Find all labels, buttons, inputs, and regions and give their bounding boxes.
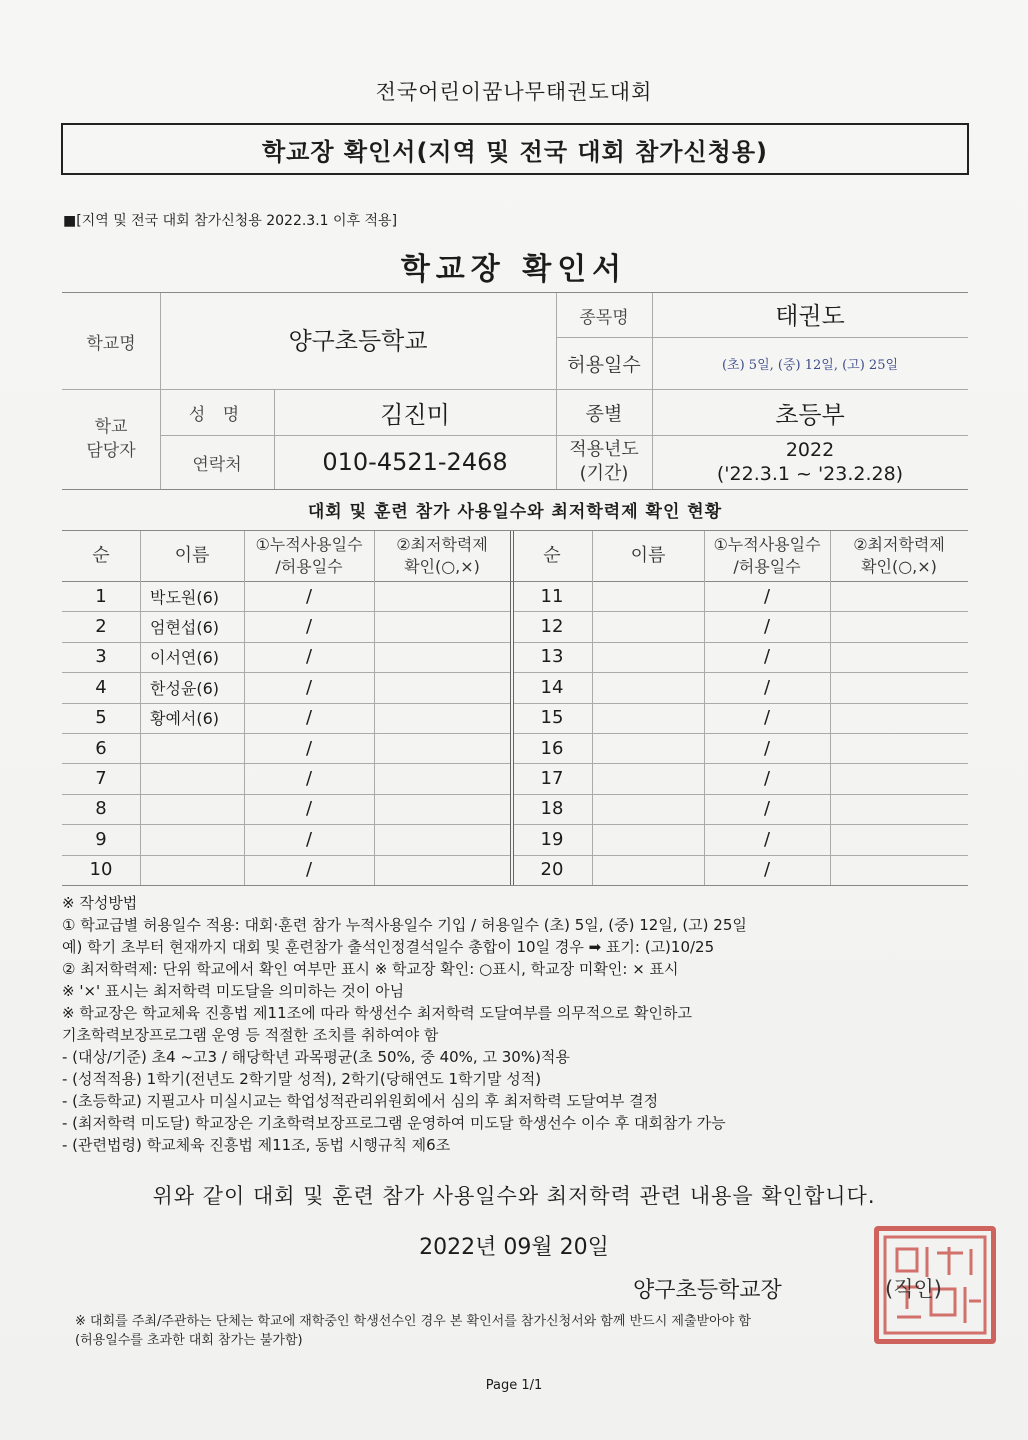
year-period-cell <box>652 435 968 489</box>
row-number: 17 <box>540 768 564 790</box>
divider <box>704 531 705 885</box>
divider <box>160 435 968 436</box>
row-number: 8 <box>95 798 107 820</box>
achievement-check-cell <box>830 763 968 793</box>
row-number: 9 <box>95 828 107 850</box>
days-used-cell: / <box>763 798 771 820</box>
row-number: 3 <box>95 646 107 668</box>
period-value: ('22.3.1 ~ '23.2.28) <box>716 463 904 485</box>
divider <box>140 531 141 885</box>
achievement-check-cell <box>374 642 510 672</box>
divider <box>652 293 653 489</box>
divider <box>374 531 375 885</box>
achievement-check-cell <box>374 794 510 824</box>
divider <box>556 293 557 489</box>
row-number: 6 <box>95 737 107 759</box>
applicable-note: ■[지역 및 전국 대회 참가신청용 2022.3.1 이후 적용] <box>63 213 398 229</box>
year-label: 적용년도 (기간) <box>569 439 639 484</box>
school-name-label: 학교명 <box>86 333 136 354</box>
student-name: 한성윤(6) <box>150 678 220 698</box>
col-header-no: 순 <box>543 545 561 566</box>
document-title: 학교장 확인서 <box>400 252 628 287</box>
student-name <box>592 855 704 885</box>
row-number: 11 <box>540 585 564 607</box>
year-value: 2022 <box>785 439 835 461</box>
instructions <box>62 892 982 1156</box>
name-label: 성 명 <box>188 404 246 425</box>
days-used-cell: / <box>763 616 771 638</box>
days-used-cell: / <box>305 737 313 759</box>
form-title: 학교장 확인서(지역 및 전국 대회 참가신청용) <box>261 137 769 166</box>
student-name <box>592 824 704 854</box>
phone-value: 010-4521-2468 <box>322 448 508 476</box>
achievement-check-cell <box>830 611 968 641</box>
instruction-line: - (관련법령) 학교체육 진흥법 제11조, 동법 시행규칙 제6조 <box>62 1136 451 1154</box>
achievement-check-cell <box>830 672 968 702</box>
col-header-days: ①누적사용일수 /허용일수 <box>255 535 363 576</box>
status-title: 대회 및 훈련 참가 사용일수와 최저학력제 확인 현황 <box>307 502 723 522</box>
achievement-check-cell <box>374 763 510 793</box>
days-used-cell: / <box>763 859 771 881</box>
days-used-cell: / <box>305 798 313 820</box>
student-name <box>140 733 244 763</box>
student-name <box>592 794 704 824</box>
student-name <box>592 733 704 763</box>
divider <box>513 531 514 885</box>
student-name <box>592 672 704 702</box>
student-name <box>592 763 704 793</box>
achievement-check-cell <box>374 824 510 854</box>
instruction-line: 기초학력보장프로그램 운영 등 적절한 조치를 취하여야 함 <box>62 1026 439 1044</box>
achievement-check-cell <box>374 581 510 611</box>
divider <box>592 531 593 885</box>
row-number: 19 <box>540 828 564 850</box>
page-number: Page 1/1 <box>485 1378 543 1393</box>
division-value: 초등부 <box>775 400 845 429</box>
issue-date: 2022년 09월 20일 <box>419 1235 609 1260</box>
row-number: 20 <box>540 859 564 881</box>
principal-name: 양구초등학교장 <box>633 1278 782 1303</box>
divider <box>62 389 968 390</box>
instruction-line: - (초등학교) 지필고사 미실시교는 학업성적관리위원회에서 심의 후 최저학력 도달여부 결정 <box>62 1092 659 1110</box>
student-name <box>592 611 704 641</box>
col-header-check: ②최저학력제 확인(○,×) <box>396 535 488 576</box>
divider <box>830 531 831 885</box>
days-used-cell: / <box>305 676 313 698</box>
footnote-line: (허용일수를 초과한 대회 참가는 불가함) <box>75 1333 303 1348</box>
col-header-name: 이름 <box>174 545 210 566</box>
student-name <box>592 642 704 672</box>
divider <box>556 337 968 338</box>
days-used-cell: / <box>305 707 313 729</box>
student-name: 박도원(6) <box>150 587 220 607</box>
footnote-line: ※ 대회를 주최/주관하는 단체는 학교에 재학중인 학생선수인 경우 본 확인서를 참가신청서와 함께 반드시 제출받아야 함 <box>75 1314 751 1329</box>
row-number: 10 <box>89 859 113 881</box>
event-title: 전국어린이꿈나무태권도대회 <box>375 80 653 104</box>
col-header-no: 순 <box>92 545 110 566</box>
contact-person-label: 학교 담당자 <box>86 417 136 461</box>
days-used-cell: / <box>763 737 771 759</box>
phone-label: 연락처 <box>192 454 242 475</box>
seal-label: (직인) <box>885 1277 942 1301</box>
days-used-cell: / <box>305 646 313 668</box>
col-header-days: ①누적사용일수 /허용일수 <box>713 535 821 576</box>
school-name-value: 양구초등학교 <box>288 326 428 355</box>
confirmation-sentence: 위와 같이 대회 및 훈련 참가 사용일수와 최저학력 관련 내용을 확인합니다. <box>152 1184 876 1208</box>
days-used-cell: / <box>305 828 313 850</box>
instruction-line: ② 최저학력제: 단위 학교에서 확인 여부만 표시 ※ 학교장 확인: ○표시, 학교장 미확인: × 표시 <box>62 960 679 978</box>
instruction-line: 예) 학기 초부터 현재까지 대회 및 훈련참가 출석인정결석일수 총합이 10일 경우 ➡ 표기: (고)10/25 <box>62 938 715 956</box>
sport-label: 종목명 <box>579 307 629 328</box>
days-used-cell: / <box>305 616 313 638</box>
student-name: 황예서(6) <box>150 709 220 729</box>
form-title-box <box>61 123 969 175</box>
achievement-check-cell <box>830 824 968 854</box>
divider <box>160 293 161 489</box>
days-used-cell: / <box>305 768 313 790</box>
divider <box>244 531 245 885</box>
row-number: 5 <box>95 707 107 729</box>
divider <box>510 531 511 885</box>
row-number: 13 <box>540 646 564 668</box>
achievement-check-cell <box>830 642 968 672</box>
col-header-check: ②최저학력제 확인(○,×) <box>853 535 945 576</box>
instruction-line: ① 학교급별 허용일수 적용: 대회·훈련 참가 누적사용일수 기입 / 허용일수 (초) 5일, (중) 12일, (고) 25일 <box>62 916 747 934</box>
student-name: 이서연(6) <box>150 648 220 668</box>
student-name <box>592 703 704 733</box>
achievement-check-cell <box>374 611 510 641</box>
days-used-cell: / <box>763 676 771 698</box>
achievement-check-cell <box>374 855 510 885</box>
days-used-cell: / <box>763 828 771 850</box>
achievement-check-cell <box>830 855 968 885</box>
instruction-line: ※ 학교장은 학교체육 진흥법 제11조에 따라 학생선수 최저학력 도달여부를 의무적으로 확인하고 <box>62 1004 692 1022</box>
days-used-cell: / <box>763 646 771 668</box>
achievement-check-cell <box>830 794 968 824</box>
division-label: 종별 <box>585 402 623 425</box>
row-number: 16 <box>540 737 564 759</box>
instruction-line: ※ 작성방법 <box>62 894 138 912</box>
row-number: 18 <box>540 798 564 820</box>
row-number: 7 <box>95 768 107 790</box>
instruction-line: - (성적적용) 1학기(전년도 2학기말 성적), 2학기(당해연도 1학기말 성적) <box>62 1070 542 1088</box>
student-name <box>592 581 704 611</box>
days-used-cell: / <box>763 585 771 607</box>
days-used-cell: / <box>305 859 313 881</box>
days-used-cell: / <box>763 707 771 729</box>
instruction-line: - (대상/기준) 초4 ~고3 / 해당학년 과목평균(초 50%, 중 40%, 고 30%)적용 <box>62 1048 570 1066</box>
student-name: 엄현섭(6) <box>150 618 220 638</box>
student-name <box>140 824 244 854</box>
student-name <box>140 855 244 885</box>
name-value: 김진미 <box>380 400 450 429</box>
achievement-check-cell <box>830 581 968 611</box>
days-used-cell: / <box>305 585 313 607</box>
row-number: 12 <box>540 616 564 638</box>
achievement-check-cell <box>830 733 968 763</box>
allowed-days-value: (초) 5일, (중) 12일, (고) 25일 <box>721 357 899 373</box>
divider <box>62 581 968 582</box>
row-number: 15 <box>540 707 564 729</box>
row-number: 1 <box>95 585 107 607</box>
roster-table <box>62 530 968 886</box>
info-table <box>62 292 968 490</box>
row-number: 4 <box>95 676 107 698</box>
instruction-line: ※ '×' 표시는 최저학력 미도달을 의미하는 것이 아님 <box>62 982 405 1000</box>
divider <box>274 389 275 489</box>
col-header-name: 이름 <box>630 545 666 566</box>
row-number: 14 <box>540 676 564 698</box>
achievement-check-cell <box>374 733 510 763</box>
student-name <box>140 763 244 793</box>
achievement-check-cell <box>830 703 968 733</box>
row-number: 2 <box>95 616 107 638</box>
footnote <box>75 1312 975 1350</box>
instruction-line: - (최저학력 미도달) 학교장은 기초학력보장프로그램 운영하여 미도달 학생선수 이수 후 대회참가 가능 <box>62 1114 726 1132</box>
allowed-days-label: 허용일수 <box>567 353 641 376</box>
achievement-check-cell <box>374 672 510 702</box>
achievement-check-cell <box>374 703 510 733</box>
sport-value: 태권도 <box>775 301 845 330</box>
days-used-cell: / <box>763 768 771 790</box>
student-name <box>140 794 244 824</box>
